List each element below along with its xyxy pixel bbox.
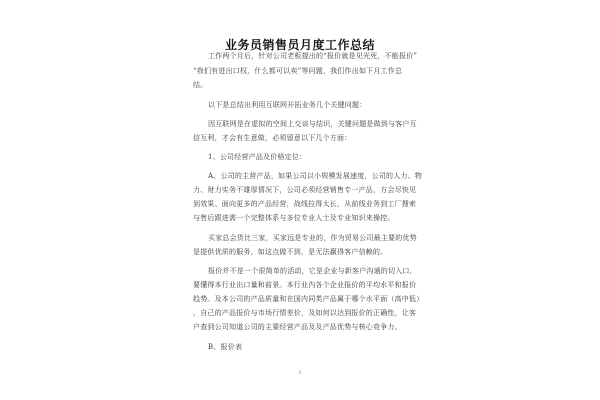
- paragraph-line: 买家总会货比三家，买家远是专业的，作为贸易公司最主要的优势: [208, 234, 417, 242]
- paragraph-line: 力、财力实务不雄厚情况下，公司必须经营销售专一产品，方会尽快见: [193, 186, 417, 194]
- paragraph-line: 要懂得本行业出口量和前景。本行业内各个企业报价的平均水平和报价: [193, 281, 417, 289]
- page-number: 1: [298, 370, 302, 376]
- paragraph-line: 信互利，才会有生意做，必须留意以下几个方面：: [193, 134, 352, 142]
- paragraph-line: 工作两个月后，针对公司老板提出的“报价就是见光死，不能报价”: [208, 52, 418, 60]
- paragraph-line: 结。: [193, 81, 208, 89]
- paragraph-line: 户查到公司知道公司的主要经营产品及及产品优势与核心竞争力。: [193, 323, 402, 331]
- paragraph-line: 以下是总结出利用互联网开拓业务几个关键问题：: [208, 101, 367, 109]
- paragraph-line: 是提供优质的服务，如这点做不到，是无法赢得客户信赖的。: [193, 248, 388, 256]
- paragraph-line: A、公司的主营产品，如果公司以小规模发展速度，公司的人力、物: [208, 172, 423, 180]
- paragraph-line: B、报价表: [208, 343, 243, 351]
- paragraph-line: 到效果、面向更多的产品经营，战线拉得太长，从前线业务到工厂搜索: [193, 200, 417, 208]
- paragraph-line: 报价并不是一个很简单的活动，它是企业与新客户沟通的切入口，: [208, 267, 417, 275]
- paragraph-line: “我们有进出口权，什么都可以卖”等问题，我们作出如下月工作总: [193, 67, 403, 75]
- paragraph-line: 因互联网是在虚拟的空间上交谈与结识，关键问题是做到与客户互: [208, 120, 417, 128]
- paragraph-line: 1、公司经营产品及价格定位：: [208, 153, 307, 161]
- paragraph-line: 与售后跟进需一个完整体系与多位专业人士及专业知识来操控。: [193, 214, 395, 222]
- paragraph-line: 趋势。及本公司的产品质量和在国内同类产品属于哪个水平面（高中低）: [193, 295, 424, 303]
- document-title: 业务员销售员月度工作总结: [224, 38, 375, 52]
- paragraph-line: ，自己的产品报价与市场行情差价，及如何以达到报价的正确性，让客: [193, 309, 417, 317]
